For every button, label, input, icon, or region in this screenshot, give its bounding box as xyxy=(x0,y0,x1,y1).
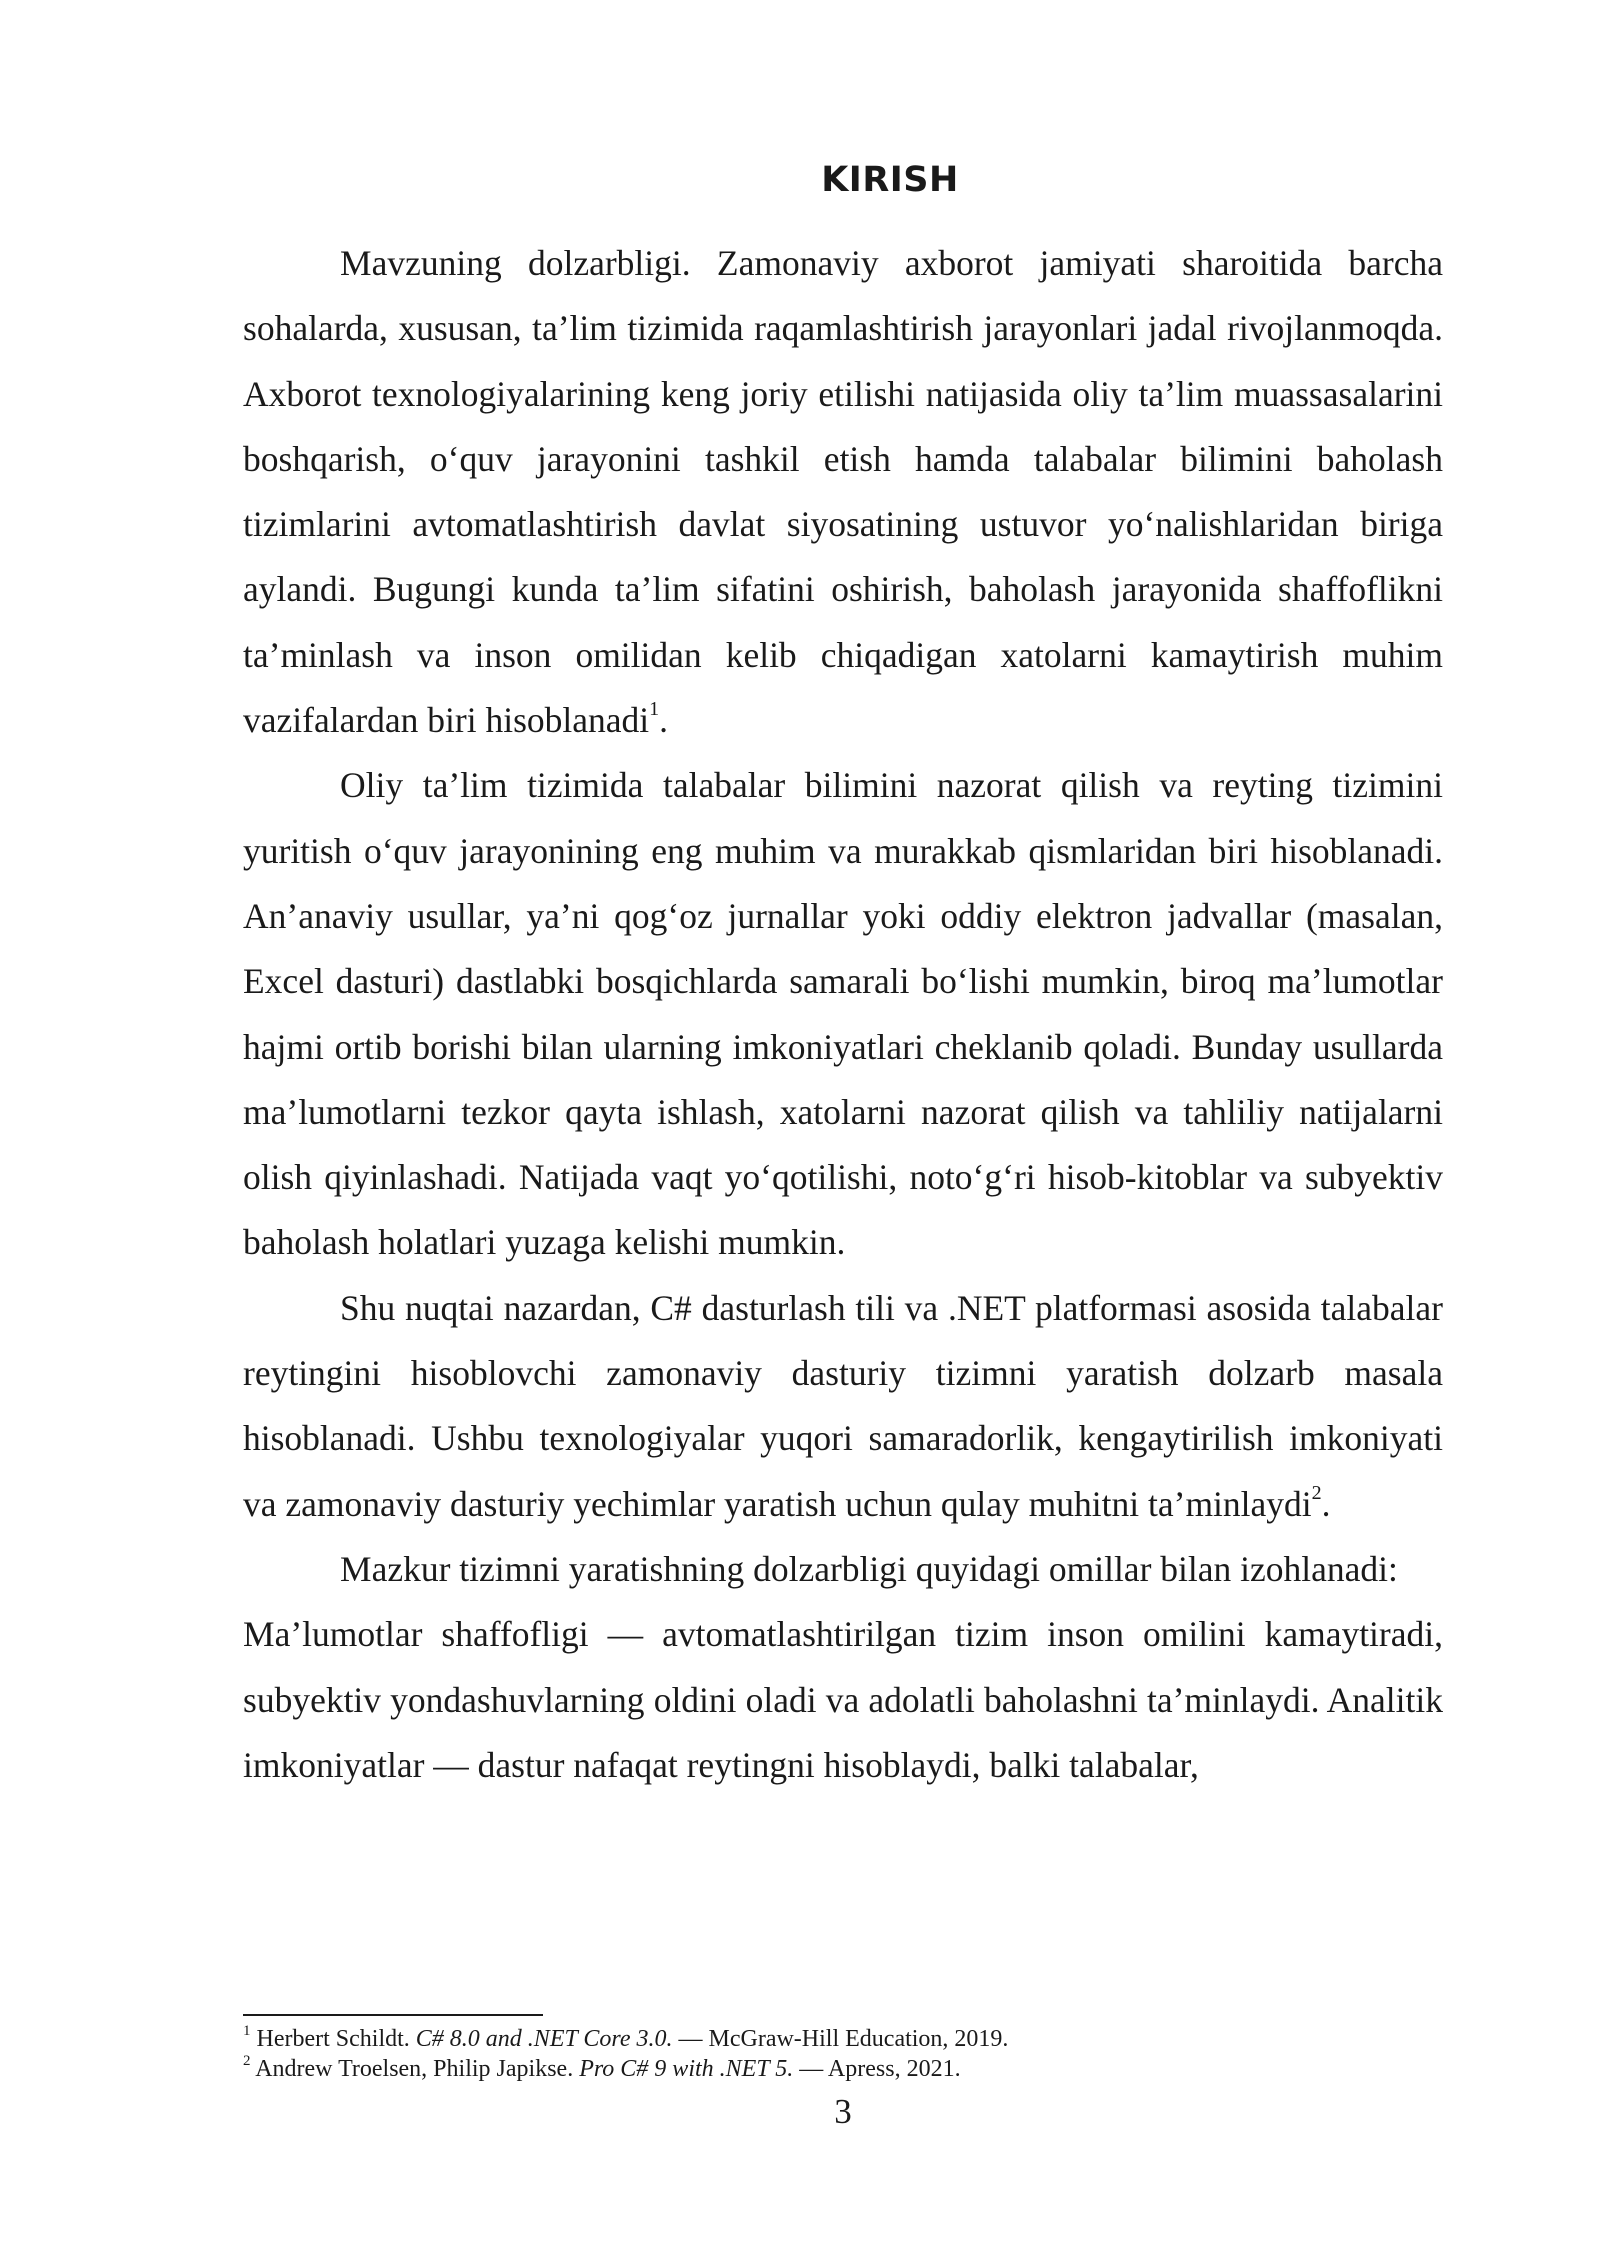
footnote-publisher: — Apress, 2021. xyxy=(799,2056,961,2082)
footnote-author: Herbert Schildt. xyxy=(256,2026,410,2052)
paragraph-text: Shu nuqtai nazardan, C# dasturlash tili va .NET platformasi asosida talabalar reytingini hisoblovchi zamonaviy dasturiy tizimni yaratish dolzarb masala hisoblanadi. Ushbu texnologiyalar yuqori samaradorlik, kengaytirilish imkoniyati va zamonaviy dasturiy yechimlar yaratish uchun qulay muhitni ta’minlaydi xyxy=(243,1287,1443,1524)
footnote-author: Andrew Troelsen, Philip Japikse. xyxy=(255,2056,574,2082)
page-number: 3 xyxy=(834,2092,852,2131)
footnote-publisher: — McGraw-Hill Education, 2019. xyxy=(678,2026,1009,2052)
footnote-work: C# 8.0 and .NET Core 3.0. xyxy=(415,2026,673,2052)
paragraph-traditional-methods: Oliy ta’lim tizimida talabalar bilimini nazorat qilish va reyting tizimini yuritish o‘quv jarayonining eng muhim va murakkab qismlaridan biri hisoblanadi. An’anaviy usullar, ya’ni qog‘oz jurnallar yoki oddiy elektron jadvallar (masalan, Excel dasturi) dastlabki bosqichlarda samarali bo‘lishi mumkin, biroq ma’lumotlar hajmi ortib borishi bilan ularning imkoniyatlari cheklanib qoladi. Bunday usullarda ma’lumotlarni tezkor qayta ishlash, xatolarni nazorat qilish va tahliliy natijalarni olish qiyinlashadi. Natijada vaqt yo‘qotilishi, noto‘g‘ri hisob-kitoblar va subyektiv baholash holatlari yuzaga kelishi mumkin. xyxy=(243,765,1443,1263)
footnote-number: 1 xyxy=(243,2023,251,2039)
footnote-ref[interactable]: 1 xyxy=(649,698,660,721)
footnote-work: Pro C# 9 with .NET 5. xyxy=(579,2056,794,2082)
footnotes xyxy=(243,2024,1443,2084)
paragraph-factors-list: Ma’lumotlar shaffofligi — avtomatlashtirilgan tizim inson omilini kamaytiradi, subyektiv yondashuvlarning oldini oladi va adolatli baholashni ta’minlaydi. Analitik imkoniyatlar — dastur nafaqat reytingni hisoblaydi, balki talabalar, xyxy=(243,1614,1443,1785)
footnote-number: 2 xyxy=(243,2053,251,2069)
paragraph-csharp-dotnet xyxy=(243,1276,1443,1537)
footnote-1 xyxy=(243,2024,1443,2054)
body-text xyxy=(243,231,1443,1798)
footnote-ref[interactable]: 2 xyxy=(1311,1481,1322,1504)
footnote-2 xyxy=(243,2054,1443,2084)
page-title: KIRISH xyxy=(821,160,959,200)
paragraph-tail: . xyxy=(659,700,668,741)
footnote-separator xyxy=(243,2014,543,2016)
paragraph-factors-intro: Mazkur tizimni yaratishning dolzarbligi quyidagi omillar bilan izohlanadi: xyxy=(340,1548,1398,1589)
paragraph-tail: . xyxy=(1321,1483,1331,1524)
paragraph-relevance xyxy=(243,231,1443,753)
paragraph-text: Mavzuning dolzarbligi. Zamonaviy axborot jamiyati sharoitida barcha sohalarda, xususan, ta’lim tizimida raqamlashtirish jarayonlari jadal rivojlanmoqda. Axborot texnologiyalarining keng joriy etilishi natijasida oliy ta’lim muassasalarini boshqarish, o‘quv jarayonini tashkil etish hamda talabalar bilimini baholash tizimlarini avtomatlashtirish davlat siyosatining ustuvor yo‘nalishlaridan biriga aylandi. Bugungi kunda ta’lim sifatini oshirish, baholash jarayonida shaffoflikni ta’minlash va inson omilidan kelib chiqadigan xatolarni kamaytirish muhim vazifalardan biri hisoblanadi xyxy=(243,243,1443,741)
